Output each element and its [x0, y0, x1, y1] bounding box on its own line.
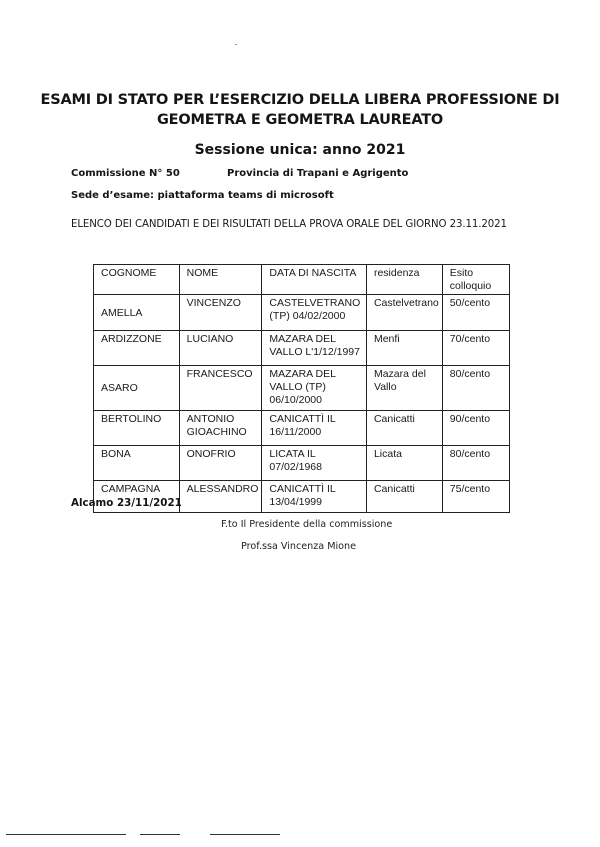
cell-line: VALLO (TP) [269, 381, 326, 393]
cell-esito: 70/cento [442, 331, 509, 366]
cell-esito: 75/cento [442, 481, 509, 513]
cell-line: CASTELVETRANO [269, 297, 361, 309]
cell-line: CANICATTÌ IL [269, 413, 336, 425]
session-heading: Sessione unica: anno 2021 [194, 142, 406, 158]
table-row [94, 411, 510, 446]
cell-cognome: AMELLA [94, 295, 180, 331]
cell-residenza [366, 366, 442, 411]
list-title: ELENCO DEI CANDIDATI E DEI RISULTATI DELLA PROVA ORALE DEL GIORNO 23.11.2021 [71, 219, 507, 230]
cell-data-nascita [262, 295, 367, 331]
scan-edge-line [210, 834, 280, 835]
header-cognome: COGNOME [94, 265, 180, 295]
scan-edge-line [6, 834, 126, 835]
cell-nome: ALESSANDRO [179, 481, 262, 513]
cell-line: 16/11/2000 [269, 426, 322, 438]
cell-residenza: Castelvetrano [366, 295, 442, 331]
cell-line: MAZARA DEL [269, 333, 336, 345]
cell-line: 13/04/1999 [269, 496, 322, 508]
table-header-row [94, 265, 510, 295]
cell-data-nascita [262, 366, 367, 411]
cell-data-nascita [262, 481, 367, 513]
cell-line: ANTONIO [186, 413, 235, 425]
cell-residenza: Menfi [366, 331, 442, 366]
cell-data-nascita [262, 331, 367, 366]
header-residenza: residenza [366, 265, 442, 295]
cell-line: CANICATTÌ IL [269, 483, 336, 495]
cell-cognome: BERTOLINO [94, 411, 180, 446]
header-nome: NOME [179, 265, 262, 295]
place-and-date: Alcamo 23/11/2021 [71, 497, 182, 509]
province: Provincia di Trapani e Agrigento [227, 168, 409, 179]
signature-title: F.to Il Presidente della commissione [221, 519, 393, 530]
results-table [93, 264, 510, 513]
table-row [94, 295, 510, 331]
cell-line: 07/02/1968 [269, 461, 322, 473]
cell-residenza: Canicatti [366, 481, 442, 513]
document-title-line-1: ESAMI DI STATO PER L’ESERCIZIO DELLA LIBERA PROFESSIONE DI [40, 92, 560, 108]
cell-data-nascita [262, 411, 367, 446]
cell-line: MAZARA DEL [269, 368, 336, 380]
header-data-nascita: DATA DI NASCITA [262, 265, 367, 295]
cell-line: Mazara del [373, 368, 426, 380]
table-row [94, 446, 510, 481]
cell-cognome: ARDIZZONE [94, 331, 180, 366]
cell-line: (TP) 04/02/2000 [269, 310, 346, 322]
cell-esito: 80/cento [442, 446, 509, 481]
cell-residenza: Canicatti [366, 411, 442, 446]
cell-nome: ONOFRIO [179, 446, 262, 481]
table-row [94, 331, 510, 366]
cell-cognome: CAMPAGNA [94, 481, 180, 513]
cell-line: GIOACHINO [186, 426, 247, 438]
cell-data-nascita [262, 446, 367, 481]
scan-edge-line [140, 834, 180, 835]
table-row [94, 366, 510, 411]
exam-venue: Sede d’esame: piattaforma teams di microsoft [71, 190, 334, 201]
cell-line: 06/10/2000 [269, 394, 322, 406]
cell-line: LICATA IL [269, 448, 316, 460]
cell-esito: 90/cento [442, 411, 509, 446]
cell-esito: 80/cento [442, 366, 509, 411]
cell-nome: LUCIANO [179, 331, 262, 366]
cell-nome: VINCENZO [179, 295, 262, 331]
cell-cognome: BONA [94, 446, 180, 481]
signature-name: Prof.ssa Vincenza Mione [241, 541, 356, 552]
cell-line: Vallo [373, 381, 397, 393]
header-esito: Esito colloquio [442, 265, 509, 295]
cell-nome: FRANCESCO [179, 366, 262, 411]
cell-cognome: ASARO [94, 366, 180, 411]
cell-line: VALLO L'1/12/1997 [269, 346, 360, 358]
cell-residenza: Licata [366, 446, 442, 481]
scan-speck [235, 44, 237, 45]
document-title-line-2: GEOMETRA E GEOMETRA LAUREATO [156, 112, 444, 128]
cell-nome [179, 411, 262, 446]
commission-number: Commissione N° 50 [71, 168, 180, 179]
cell-esito: 50/cento [442, 295, 509, 331]
